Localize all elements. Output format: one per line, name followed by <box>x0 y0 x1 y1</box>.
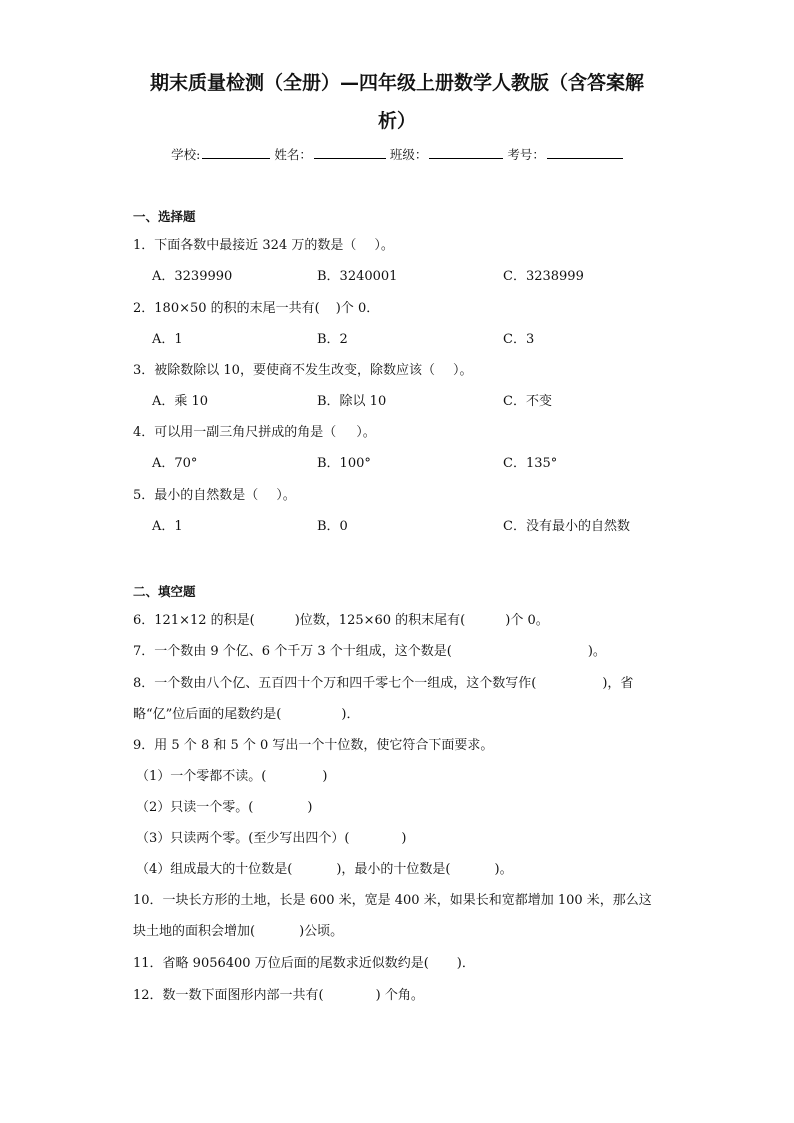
option-c[interactable]: C．不变 <box>503 394 552 409</box>
option-b[interactable]: B．100° <box>317 456 371 471</box>
question-8-line-1 <box>133 672 633 691</box>
class-field[interactable] <box>429 146 503 159</box>
section-title-fill: 二、填空题 <box>133 584 196 599</box>
option-c[interactable]: C．135° <box>503 456 558 471</box>
section-title-choice: 一、选择题 <box>133 209 196 224</box>
question-text: )个 0． <box>335 301 380 316</box>
question-text: ) <box>307 800 313 815</box>
question-text: ）。 <box>276 488 296 503</box>
option-b[interactable]: B．2 <box>317 332 348 347</box>
question-text: 8．一个数由八个亿、五百四十个万和四千零七个一组成，这个数写作( <box>133 676 537 691</box>
question-text: ) <box>322 769 328 784</box>
page-title <box>120 64 674 140</box>
question-text: ）。 <box>374 238 394 253</box>
question-text: 块土地的面积会增加( <box>133 924 256 939</box>
question-text: 2．180×50 的积的末尾一共有( <box>133 301 320 316</box>
question-text: )位数，125×60 的积末尾有( <box>294 613 466 628</box>
student-info-row <box>0 145 794 163</box>
school-field[interactable] <box>202 146 270 159</box>
question-text: 4．可以用一副三角尺拼成的角是（ <box>133 425 337 440</box>
question-text: 7．一个数由 9 个亿、6 个千万 3 个十组成，这个数是( <box>133 644 452 659</box>
question-text: )． <box>341 707 360 722</box>
question-text: 5．最小的自然数是（ <box>133 488 259 503</box>
question-text: ）。 <box>452 363 473 378</box>
number-label: 考号： <box>507 147 545 162</box>
question-11 <box>133 952 475 971</box>
number-field[interactable] <box>547 146 623 159</box>
option-c[interactable]: C．3 <box>503 332 535 347</box>
question-text: )。 <box>587 644 606 659</box>
name-field[interactable] <box>314 146 386 159</box>
question-8-line-2 <box>133 703 359 722</box>
question-text: ) 个角。 <box>375 988 424 1003</box>
question-6 <box>133 609 549 628</box>
title-line-2: 析） <box>377 110 416 132</box>
question-1 <box>133 234 394 253</box>
option-a[interactable]: A．1 <box>152 332 183 347</box>
question-text: ) <box>401 831 407 846</box>
class-label: 班级： <box>389 147 428 162</box>
option-b[interactable]: B．除以 10 <box>317 394 387 409</box>
question-text: 略“亿”位后面的尾数约是( <box>133 707 282 722</box>
question-text: 11．省略 9056400 万位后面的尾数求近似数约是( <box>133 956 429 971</box>
option-a[interactable]: A．70° <box>152 456 198 471</box>
title-line-1: 期末质量检测（全册）—四年级上册数学人教版（含答案解 <box>149 72 644 94</box>
question-9-part-2 <box>136 796 312 815</box>
question-4 <box>133 421 376 440</box>
question-9-part-3 <box>136 827 407 846</box>
question-text: 6．121×12 的积是( <box>133 613 255 628</box>
question-text: )，省 <box>602 676 634 691</box>
question-5 <box>133 484 296 503</box>
question-10-line-2 <box>133 920 343 939</box>
question-9-part-4 <box>136 858 513 877</box>
option-b[interactable]: B．0 <box>317 519 348 534</box>
question-text: （4）组成最大的十位数是( <box>136 862 293 877</box>
question-2 <box>133 297 379 316</box>
option-a[interactable]: A．乘 10 <box>152 394 209 409</box>
question-3 <box>133 359 472 378</box>
school-label: 学校: <box>171 147 201 162</box>
question-text: )公顷。 <box>299 924 344 939</box>
question-9: 9．用 5 个 8 和 5 个 0 写出一个十位数，使它符合下面要求。 <box>133 738 494 753</box>
option-a[interactable]: A．3239990 <box>152 269 233 284</box>
question-text: 12．数一数下面图形内部一共有( <box>133 988 324 1003</box>
option-a[interactable]: A．1 <box>152 519 183 534</box>
question-12 <box>133 984 424 1003</box>
question-text: 1．下面各数中最接近 324 万的数是（ <box>133 238 357 253</box>
question-7 <box>133 640 606 659</box>
question-text: （1）一个零都不读。( <box>136 769 267 784</box>
name-label: 姓名： <box>274 147 312 162</box>
question-10-line-1: 10．一块长方形的土地，长是 600 米，宽是 400 米，如果长和宽都增加 100 米，那么这 <box>133 893 652 908</box>
question-text: （2）只读一个零。( <box>136 800 254 815</box>
question-text: （3）只读两个零。(至少写出四个）( <box>136 831 350 846</box>
option-c[interactable]: C．3238999 <box>503 269 584 284</box>
question-text: )。 <box>494 862 513 877</box>
question-text: ）。 <box>356 425 376 440</box>
option-c[interactable]: C．没有最小的自然数 <box>503 519 630 534</box>
question-9-part-1 <box>136 765 327 784</box>
question-text: )，最小的十位数是( <box>336 862 451 877</box>
question-text: )个 0。 <box>505 613 549 628</box>
question-text: 3．被除数除以 10，要使商不发生改变，除数应该（ <box>133 363 435 378</box>
question-text: )． <box>456 956 475 971</box>
option-b[interactable]: B．3240001 <box>317 269 398 284</box>
